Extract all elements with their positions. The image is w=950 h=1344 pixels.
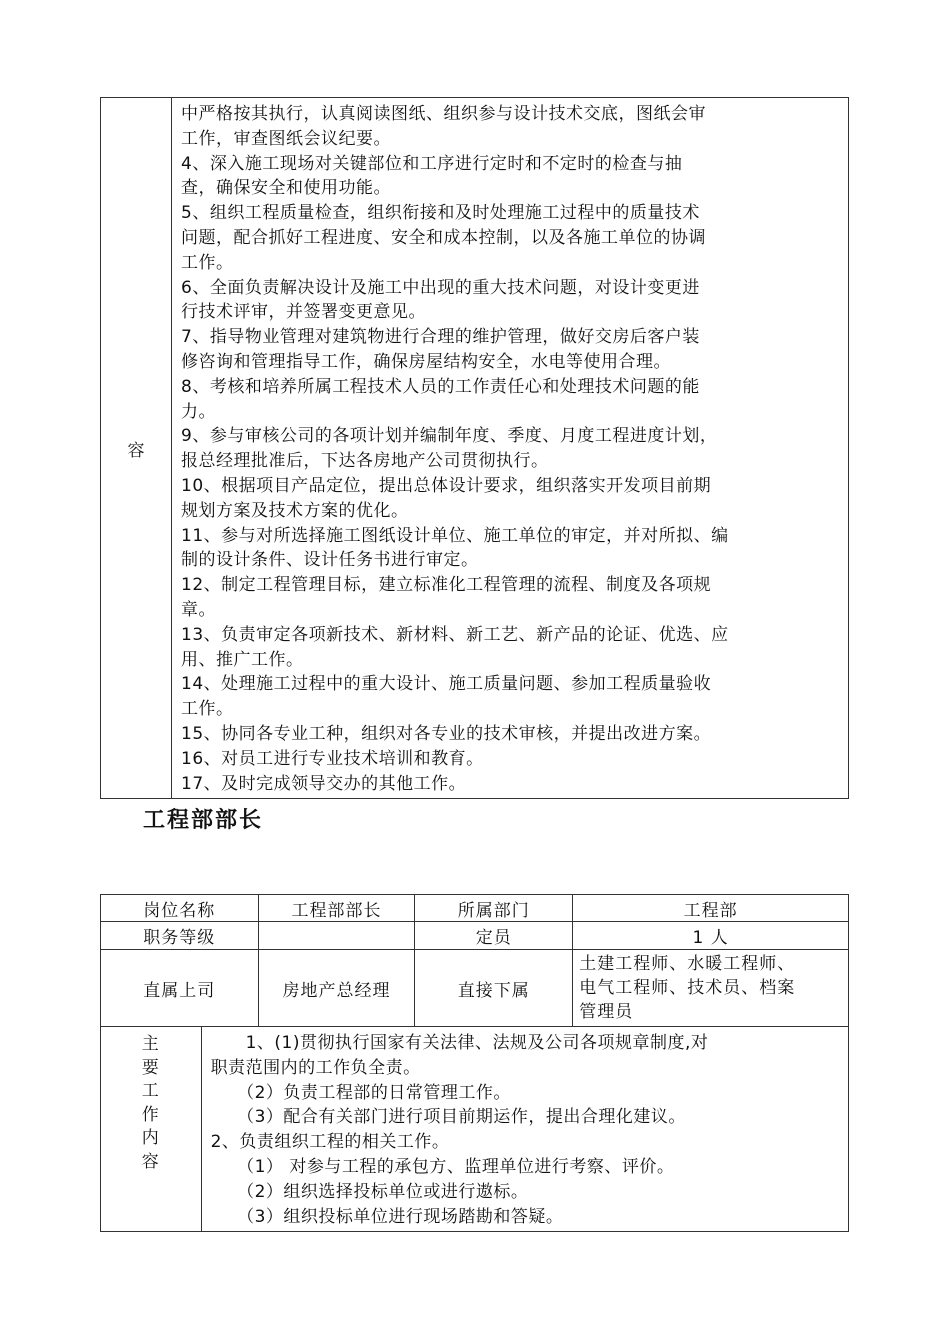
- duty-line: （1） 对参与工程的承包方、监理单位进行考察、评价。: [210, 1156, 675, 1177]
- subordinates-line: 电气工程师、技术员、档案: [579, 978, 796, 998]
- duty-line: 章。: [181, 599, 216, 620]
- duty-line: 修咨询和管理指导工作，确保房屋结构安全，水电等使用合理。: [181, 351, 671, 372]
- duty-line: （2）负责工程部的日常管理工作。: [210, 1082, 511, 1103]
- duty-line: 工作。: [181, 252, 234, 273]
- duty-line: 中严格按其执行，认真阅读图纸、组织参与设计技术交底，图纸会审: [181, 104, 706, 124]
- duty-line: 行技术评审，并签署变更意见。: [181, 302, 426, 323]
- duties-label-char: 主: [141, 1034, 160, 1054]
- duty-line: 17、及时完成领导交办的其他工作。: [181, 773, 467, 794]
- duty-line: 14、处理施工过程中的重大设计、施工质量问题、参加工程质量验收: [181, 674, 712, 695]
- headcount-value: 1 人: [573, 922, 849, 950]
- duty-line: 查，确保安全和使用功能。: [181, 178, 391, 199]
- duty-line: 11、参与对所选择施工图纸设计单位、施工单位的审定，并对所拟、编: [181, 525, 729, 546]
- subordinates-value: [573, 950, 849, 1027]
- duty-line: 7、指导物业管理对建筑物进行合理的维护管理，做好交房后客户装: [181, 327, 700, 348]
- duties-text-cell: [201, 1027, 848, 1232]
- table-row: [101, 922, 849, 950]
- duty-line: 9、参与审核公司的各项计划并编制年度、季度、月度工程进度计划，: [181, 426, 718, 447]
- subordinates-label: 直接下属: [415, 950, 573, 1027]
- duty-line: 13、负责审定各项新技术、新材料、新工艺、新产品的论证、优选、应: [181, 624, 729, 645]
- duty-line: 用、推广工作。: [181, 649, 304, 670]
- subordinates-line: 土建工程师、水暖工程师、: [579, 954, 796, 974]
- department-value: 工程部: [573, 895, 849, 922]
- duties-text-cell: [172, 98, 849, 799]
- duties-label-char: 要: [141, 1057, 160, 1078]
- section-heading: 工程部部长: [143, 808, 264, 833]
- duty-line: （3）配合有关部门进行项目前期运作，提出合理化建议。: [210, 1107, 686, 1128]
- section-label-cell: [101, 98, 172, 799]
- position-name-label: 岗位名称: [101, 895, 259, 922]
- duty-line: 1、(1)贯彻执行国家有关法律、法规及公司各项规章制度,对: [210, 1033, 709, 1053]
- duty-line: 规划方案及技术方案的优化。: [181, 500, 409, 521]
- position-name-value: 工程部部长: [258, 895, 415, 922]
- headcount-label: 定员: [415, 922, 573, 950]
- supervisor-label: 直属上司: [101, 950, 259, 1027]
- duty-line: 工作，审查图纸会议纪要。: [181, 128, 391, 149]
- duties-label-char: 工: [141, 1081, 160, 1101]
- section-label: 容: [127, 440, 145, 461]
- duties-label-char: 作: [141, 1104, 160, 1125]
- table-row: [101, 950, 849, 1027]
- rank-label: 职务等级: [101, 922, 259, 950]
- department-label: 所属部门: [415, 895, 573, 922]
- position-info-table: [100, 894, 849, 1232]
- duty-line: 6、全面负责解决设计及施工中出现的重大技术问题，对设计变更进: [181, 277, 700, 298]
- duty-line: 4、深入施工现场对关键部位和工序进行定时和不定时的检查与抽: [181, 153, 683, 174]
- duties-label-cell: [101, 1027, 202, 1232]
- rank-value: [258, 922, 415, 950]
- table-row: [101, 895, 849, 922]
- duty-line: 问题，配合抓好工程进度、安全和成本控制，以及各施工单位的协调: [181, 227, 706, 248]
- duty-line: 制的设计条件、设计任务书进行审定。: [181, 550, 479, 571]
- duty-line: 力。: [181, 401, 216, 422]
- duty-line: 5、组织工程质量检查，组织衔接和及时处理施工过程中的质量技术: [181, 203, 700, 224]
- duty-line: 10、根据项目产品定位，提出总体设计要求，组织落实开发项目前期: [181, 475, 712, 496]
- duty-line: （2）组织选择投标单位或进行遨标。: [210, 1181, 529, 1202]
- duties-continuation-table: [100, 97, 849, 799]
- duty-line: 2、负责组织工程的相关工作。: [210, 1132, 450, 1153]
- duty-line: （3）组织投标单位进行现场踏勘和答疑。: [210, 1206, 564, 1227]
- duty-line: 工作。: [181, 699, 234, 720]
- duty-line: 8、考核和培养所属工程技术人员的工作责任心和处理技术问题的能: [181, 376, 700, 397]
- duties-label-char: 内: [141, 1128, 160, 1148]
- subordinates-line: 管理员: [579, 1002, 634, 1022]
- duty-line: 职责范围内的工作负全责。: [210, 1057, 421, 1078]
- duty-line: 16、对员工进行专业技术培训和教育。: [181, 748, 484, 769]
- duty-line: 15、协同各专业工种，组织对各专业的技术审核，并提出改进方案。: [181, 723, 712, 744]
- duty-line: 报总经理批准后，下达各房地产公司贯彻执行。: [181, 451, 549, 472]
- table-row: [101, 1027, 849, 1232]
- supervisor-value: 房地产总经理: [258, 950, 415, 1027]
- duty-line: 12、制定工程管理目标，建立标准化工程管理的流程、制度及各项规: [181, 575, 712, 596]
- duties-label-char: 容: [141, 1151, 160, 1172]
